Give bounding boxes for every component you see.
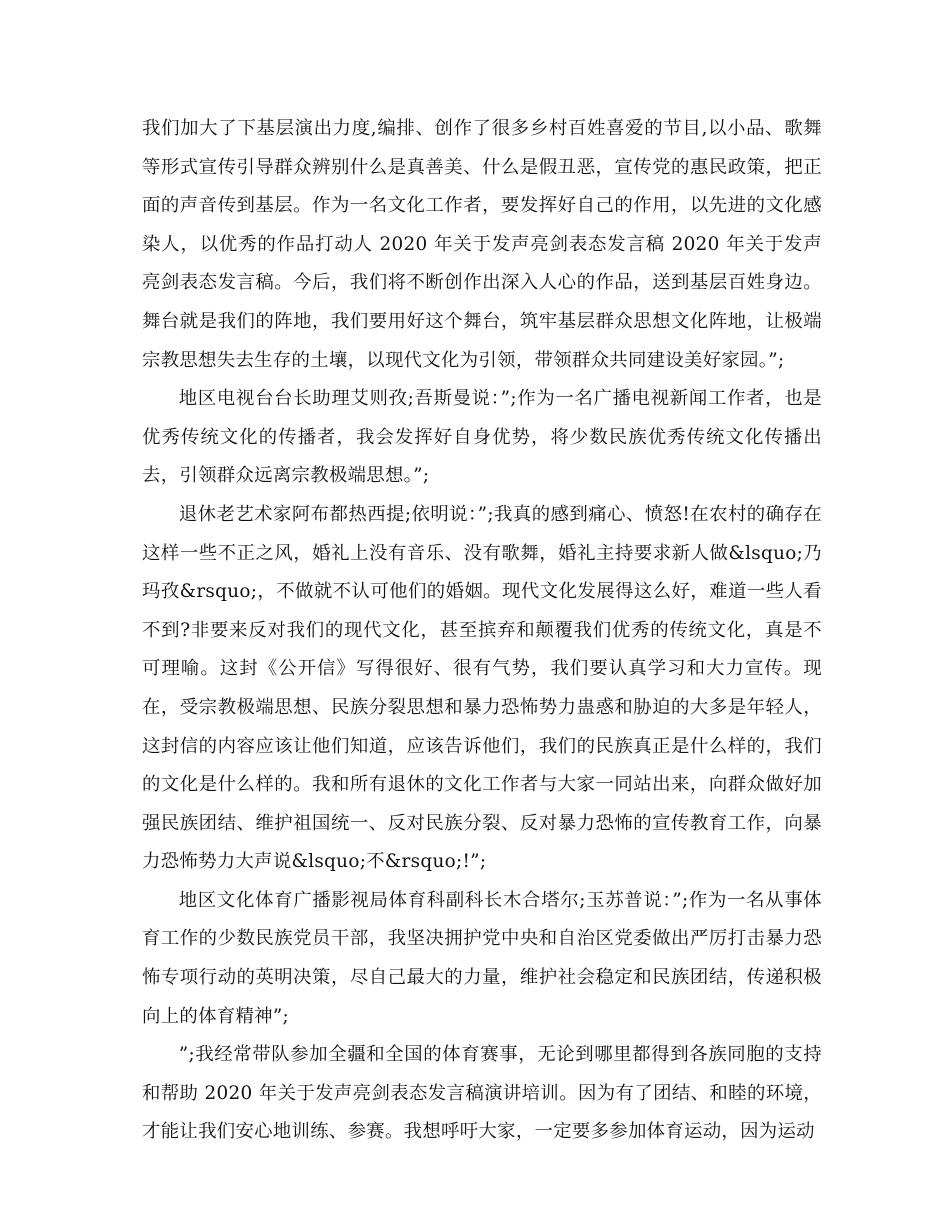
- paragraph-5: ”;我经常带队参加全疆和全国的体育赛事，无论到哪里都得到各族同胞的支持和帮助 2020 年关于发声亮剑表态发言稿演讲培训。因为有了团结、和睦的环境，才能让我们安心地训练、参赛。我想呼吁大家，一定要多参加体育运动，因为运动: [142, 1044, 822, 1143]
- paragraph-2: 地区电视台台长助理艾则孜;吾斯曼说：”;作为一名广播电视新闻工作者，也是优秀传统文化的传播者，我会发挥好自身优势，将少数民族优秀传统文化传播出去，引领群众远离宗教极端思想。”;: [142, 388, 822, 487]
- paragraph-4: 地区文化体育广播影视局体育科副科长木合塔尔;玉苏普说：”;作为一名从事体育工作的少数民族党员干部，我坚决拥护党中央和自治区党委做出严厉打击暴力恐怖专项行动的英明决策，尽自己最大的力量，维护社会稳定和民族团结，传递积极向上的体育精神”;: [142, 889, 822, 1027]
- paragraph-1: 我们加大了下基层演出力度,编排、创作了很多乡村百姓喜爱的节目,以小品、歌舞等形式宣传引导群众辨别什么是真善美、什么是假丑恶，宣传党的惠民政策，把正面的声音传到基层。作为一名文化工作者，要发挥好自己的作用，以先进的文化感染人，以优秀的作品打动人 2020 年关于发声亮剑表态发言稿 2020 年关于发声亮剑表态发言稿。今后，我们将不断创作出深入人心的作品，送到基层百姓身边。舞台就是我们的阵地，我们要用好这个舞台，筑牢基层群众思想文化阵地，让极端宗教思想失去生存的土壤，以现代文化为引领，带领群众共同建设美好家园。”;: [142, 118, 822, 371]
- paragraph-3: 退休老艺术家阿布都热西提;依明说：”;我真的感到痛心、愤怒!在农村的确存在这样一些不正之风，婚礼上没有音乐、没有歌舞，婚礼主持要求新人做&lsquo;乃玛孜&rsquo;，不做就不认可他们的婚姻。现代文化发展得这么好，难道一些人看不到?非要来反对我们的现代文化，甚至摈弃和颠覆我们优秀的传统文化，真是不可理喻。这封《公开信》写得很好、很有气势，我们要认真学习和大力宣传。现在，受宗教极端思想、民族分裂思想和暴力恐怖势力蛊惑和胁迫的大多是年轻人，这封信的内容应该让他们知道，应该告诉他们，我们的民族真正是什么样的，我们的文化是什么样的。我和所有退休的文化工作者与大家一同站出来，向群众做好加强民族团结、维护祖国统一、反对民族分裂、反对暴力恐怖的宣传教育工作，向暴力恐怖势力大声说&lsquo;不&rsquo;!”;: [142, 503, 822, 873]
